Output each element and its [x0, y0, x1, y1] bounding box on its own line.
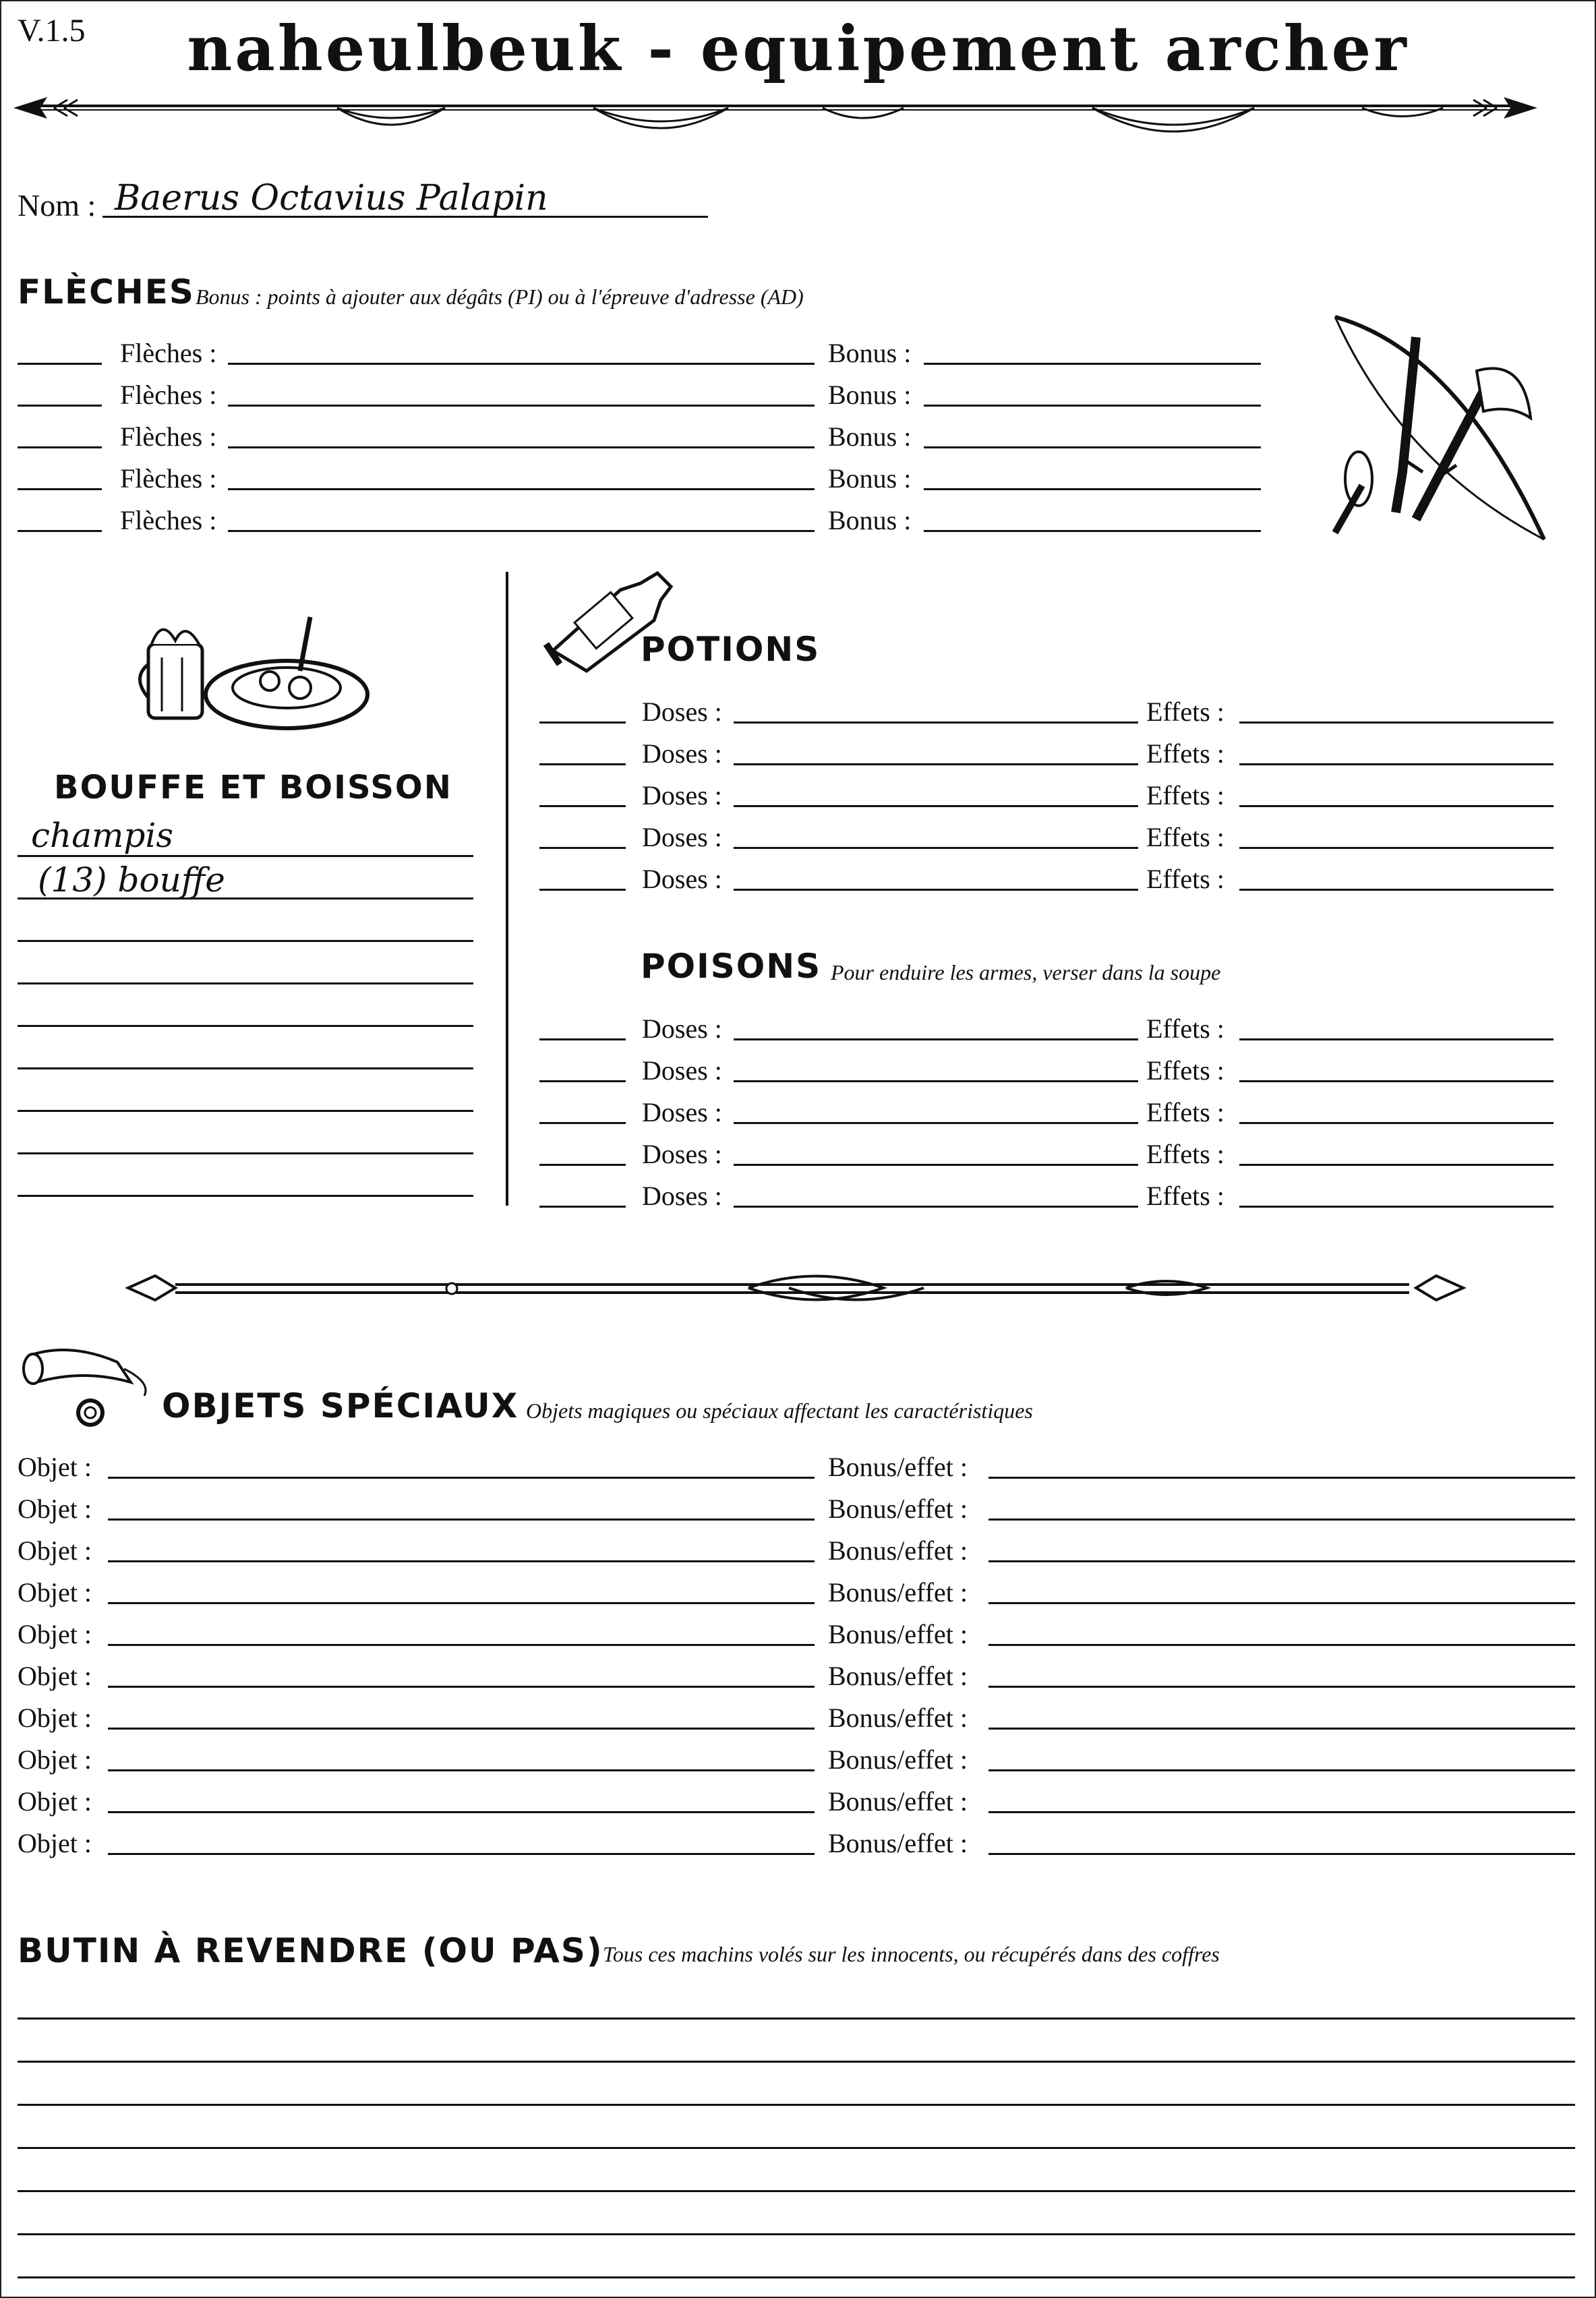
column-divider — [506, 572, 508, 1206]
potion-effets-label: Effets : — [1146, 738, 1224, 769]
staff-divider-icon — [128, 1261, 1463, 1315]
poison-doses-label: Doses : — [642, 1097, 722, 1127]
poison-doses-line[interactable] — [734, 1164, 1138, 1166]
food-beer-plate-icon — [135, 603, 378, 738]
objet-label: Objet : — [18, 1619, 92, 1649]
fleches-bonus-label: Bonus : — [828, 463, 912, 494]
fleches-bonus-line[interactable] — [924, 363, 1261, 365]
objet-bonus-line[interactable] — [988, 1728, 1575, 1730]
potion-doses-label: Doses : — [642, 780, 722, 811]
potion-effets-line[interactable] — [1239, 847, 1554, 849]
potion-doses-line[interactable] — [734, 763, 1138, 765]
bouffe-line[interactable] — [18, 940, 473, 942]
name-label: Nom : — [18, 188, 96, 223]
potion-effets-label: Effets : — [1146, 822, 1224, 852]
objet-bonus-label: Bonus/effet : — [828, 1494, 968, 1524]
objet-bonus-label: Bonus/effet : — [828, 1661, 968, 1691]
butin-line[interactable] — [18, 2190, 1575, 2192]
objet-name-line[interactable] — [108, 1769, 815, 1771]
fleches-bonus-label: Bonus : — [828, 380, 912, 410]
scroll-ring-icon — [16, 1342, 158, 1430]
poison-doses-line[interactable] — [734, 1122, 1138, 1124]
potions-heading: POTIONS — [641, 630, 821, 669]
objet-bonus-label: Bonus/effet : — [828, 1577, 968, 1608]
fleches-label: Flèches : — [120, 338, 217, 368]
fleches-bonus-label: Bonus : — [828, 421, 912, 452]
butin-line[interactable] — [18, 2276, 1575, 2278]
objet-bonus-line[interactable] — [988, 1686, 1575, 1688]
fleches-name-line[interactable] — [228, 530, 815, 532]
poison-doses-label: Doses : — [642, 1013, 722, 1044]
objet-label: Objet : — [18, 1577, 92, 1608]
objet-bonus-line[interactable] — [988, 1644, 1575, 1646]
objet-name-line[interactable] — [108, 1477, 815, 1479]
objet-name-line[interactable] — [108, 1728, 815, 1730]
butin-heading: BUTIN À REVENDRE (OU PAS) — [18, 1931, 603, 1970]
fleches-name-line[interactable] — [228, 446, 815, 448]
bouffe-line[interactable] — [18, 1152, 473, 1154]
objet-bonus-label: Bonus/effet : — [828, 1828, 968, 1858]
bouffe-line[interactable] — [18, 855, 473, 857]
potion-effets-line[interactable] — [1239, 721, 1554, 724]
fleches-qty-line[interactable] — [18, 405, 102, 407]
poison-effets-line[interactable] — [1239, 1122, 1554, 1124]
poison-doses-line[interactable] — [734, 1038, 1138, 1040]
objet-bonus-label: Bonus/effet : — [828, 1703, 968, 1733]
poison-doses-line[interactable] — [734, 1080, 1138, 1082]
name-underline — [102, 216, 708, 218]
butin-line[interactable] — [18, 2061, 1575, 2063]
bouffe-entry[interactable]: champis — [31, 816, 174, 855]
fleches-bonus-line[interactable] — [924, 530, 1261, 532]
fleches-label: Flèches : — [120, 505, 217, 535]
potion-effets-line[interactable] — [1239, 763, 1554, 765]
poison-effets-label: Effets : — [1146, 1013, 1224, 1044]
potion-doses-label: Doses : — [642, 738, 722, 769]
objet-label: Objet : — [18, 1494, 92, 1524]
objets-heading: OBJETS SPÉCIAUX — [162, 1386, 519, 1425]
poison-effets-label: Effets : — [1146, 1181, 1224, 1211]
objet-name-line[interactable] — [108, 1644, 815, 1646]
fleches-name-line[interactable] — [228, 363, 815, 365]
poison-effets-label: Effets : — [1146, 1139, 1224, 1169]
poisons-heading: POISONS — [641, 947, 822, 986]
potion-effets-label: Effets : — [1146, 864, 1224, 894]
butin-line[interactable] — [18, 2233, 1575, 2235]
objet-name-line[interactable] — [108, 1519, 815, 1521]
bouffe-line[interactable] — [18, 982, 473, 984]
poison-doses-label: Doses : — [642, 1139, 722, 1169]
objet-bonus-line[interactable] — [988, 1769, 1575, 1771]
fleches-bonus-label: Bonus : — [828, 505, 912, 535]
arrow-divider-icon — [13, 88, 1537, 148]
poison-qty-line[interactable] — [539, 1164, 626, 1166]
fleches-bonus-line[interactable] — [924, 488, 1261, 490]
butin-line[interactable] — [18, 2017, 1575, 2020]
objet-label: Objet : — [18, 1828, 92, 1858]
fleches-hint: Bonus : points à ajouter aux dégâts (PI) ou à l'épreuve d'adresse (AD) — [196, 285, 804, 309]
potion-doses-label: Doses : — [642, 822, 722, 852]
objet-label: Objet : — [18, 1703, 92, 1733]
objet-label: Objet : — [18, 1744, 92, 1775]
potion-doses-line[interactable] — [734, 847, 1138, 849]
objet-bonus-line[interactable] — [988, 1560, 1575, 1562]
butin-hint: Tous ces machins volés sur les innocents, ou récupérés dans des coffres — [603, 1942, 1220, 1966]
potion-doses-line[interactable] — [734, 805, 1138, 807]
fleches-name-line[interactable] — [228, 405, 815, 407]
objet-bonus-label: Bonus/effet : — [828, 1619, 968, 1649]
fleches-heading: FLÈCHES — [18, 272, 195, 312]
poison-doses-label: Doses : — [642, 1055, 722, 1086]
objet-bonus-label: Bonus/effet : — [828, 1452, 968, 1482]
fleches-bonus-line[interactable] — [924, 405, 1261, 407]
objet-bonus-line[interactable] — [988, 1853, 1575, 1855]
fleches-label: Flèches : — [120, 421, 217, 452]
fleches-label: Flèches : — [120, 380, 217, 410]
poison-effets-line[interactable] — [1239, 1038, 1554, 1040]
bouffe-entry[interactable]: (13) bouffe — [38, 860, 225, 900]
fleches-name-line[interactable] — [228, 488, 815, 490]
bouffe-line[interactable] — [18, 897, 473, 900]
objet-bonus-line[interactable] — [988, 1477, 1575, 1479]
objets-hint: Objets magiques ou spéciaux affectant les caractéristiques — [526, 1398, 1033, 1423]
bouffe-line[interactable] — [18, 1110, 473, 1112]
poison-qty-line[interactable] — [539, 1038, 626, 1040]
poison-effets-label: Effets : — [1146, 1097, 1224, 1127]
objet-bonus-label: Bonus/effet : — [828, 1744, 968, 1775]
poison-qty-line[interactable] — [539, 1206, 626, 1208]
potion-doses-label: Doses : — [642, 697, 722, 727]
weapons-icon — [1322, 310, 1564, 553]
objet-name-line[interactable] — [108, 1686, 815, 1688]
fleches-bonus-line[interactable] — [924, 446, 1261, 448]
poison-qty-line[interactable] — [539, 1080, 626, 1082]
potion-effets-line[interactable] — [1239, 805, 1554, 807]
potion-qty-line[interactable] — [539, 805, 626, 807]
poison-doses-line[interactable] — [734, 1206, 1138, 1208]
objet-bonus-line[interactable] — [988, 1519, 1575, 1521]
bouffe-heading: BOUFFE ET BOISSON — [54, 769, 452, 806]
potion-qty-line[interactable] — [539, 889, 626, 891]
page-title: naheulbeuk - equipement archer — [187, 12, 1409, 85]
objet-bonus-label: Bonus/effet : — [828, 1786, 968, 1817]
bouffe-line[interactable] — [18, 1195, 473, 1197]
objet-name-line[interactable] — [108, 1560, 815, 1562]
version-label: V.1.5 — [18, 13, 86, 49]
butin-line[interactable] — [18, 2147, 1575, 2149]
objet-bonus-line[interactable] — [988, 1602, 1575, 1604]
fleches-qty-line[interactable] — [18, 446, 102, 448]
objet-label: Objet : — [18, 1452, 92, 1482]
objet-bonus-label: Bonus/effet : — [828, 1535, 968, 1566]
name-field[interactable]: Baerus Octavius Palapin — [115, 178, 548, 218]
potion-qty-line[interactable] — [539, 721, 626, 724]
objet-label: Objet : — [18, 1535, 92, 1566]
potion-effets-label: Effets : — [1146, 780, 1224, 811]
potion-qty-line[interactable] — [539, 763, 626, 765]
poison-effets-line[interactable] — [1239, 1206, 1554, 1208]
potion-effets-line[interactable] — [1239, 889, 1554, 891]
potion-doses-label: Doses : — [642, 864, 722, 894]
poison-effets-label: Effets : — [1146, 1055, 1224, 1086]
objet-bonus-line[interactable] — [988, 1811, 1575, 1813]
fleches-qty-line[interactable] — [18, 488, 102, 490]
bouffe-line[interactable] — [18, 1067, 473, 1069]
poison-doses-label: Doses : — [642, 1181, 722, 1211]
bouffe-line[interactable] — [18, 1025, 473, 1027]
objet-name-line[interactable] — [108, 1602, 815, 1604]
poison-effets-line[interactable] — [1239, 1080, 1554, 1082]
fleches-qty-line[interactable] — [18, 530, 102, 532]
fleches-label: Flèches : — [120, 463, 217, 494]
objet-label: Objet : — [18, 1786, 92, 1817]
objet-name-line[interactable] — [108, 1853, 815, 1855]
fleches-qty-line[interactable] — [18, 363, 102, 365]
objet-label: Objet : — [18, 1661, 92, 1691]
potion-doses-line[interactable] — [734, 721, 1138, 724]
potion-qty-line[interactable] — [539, 847, 626, 849]
potion-effets-label: Effets : — [1146, 697, 1224, 727]
objet-name-line[interactable] — [108, 1811, 815, 1813]
poisons-hint: Pour enduire les armes, verser dans la soupe — [831, 960, 1221, 984]
poison-effets-line[interactable] — [1239, 1164, 1554, 1166]
potion-doses-line[interactable] — [734, 889, 1138, 891]
fleches-bonus-label: Bonus : — [828, 338, 912, 368]
poison-qty-line[interactable] — [539, 1122, 626, 1124]
butin-line[interactable] — [18, 2104, 1575, 2106]
